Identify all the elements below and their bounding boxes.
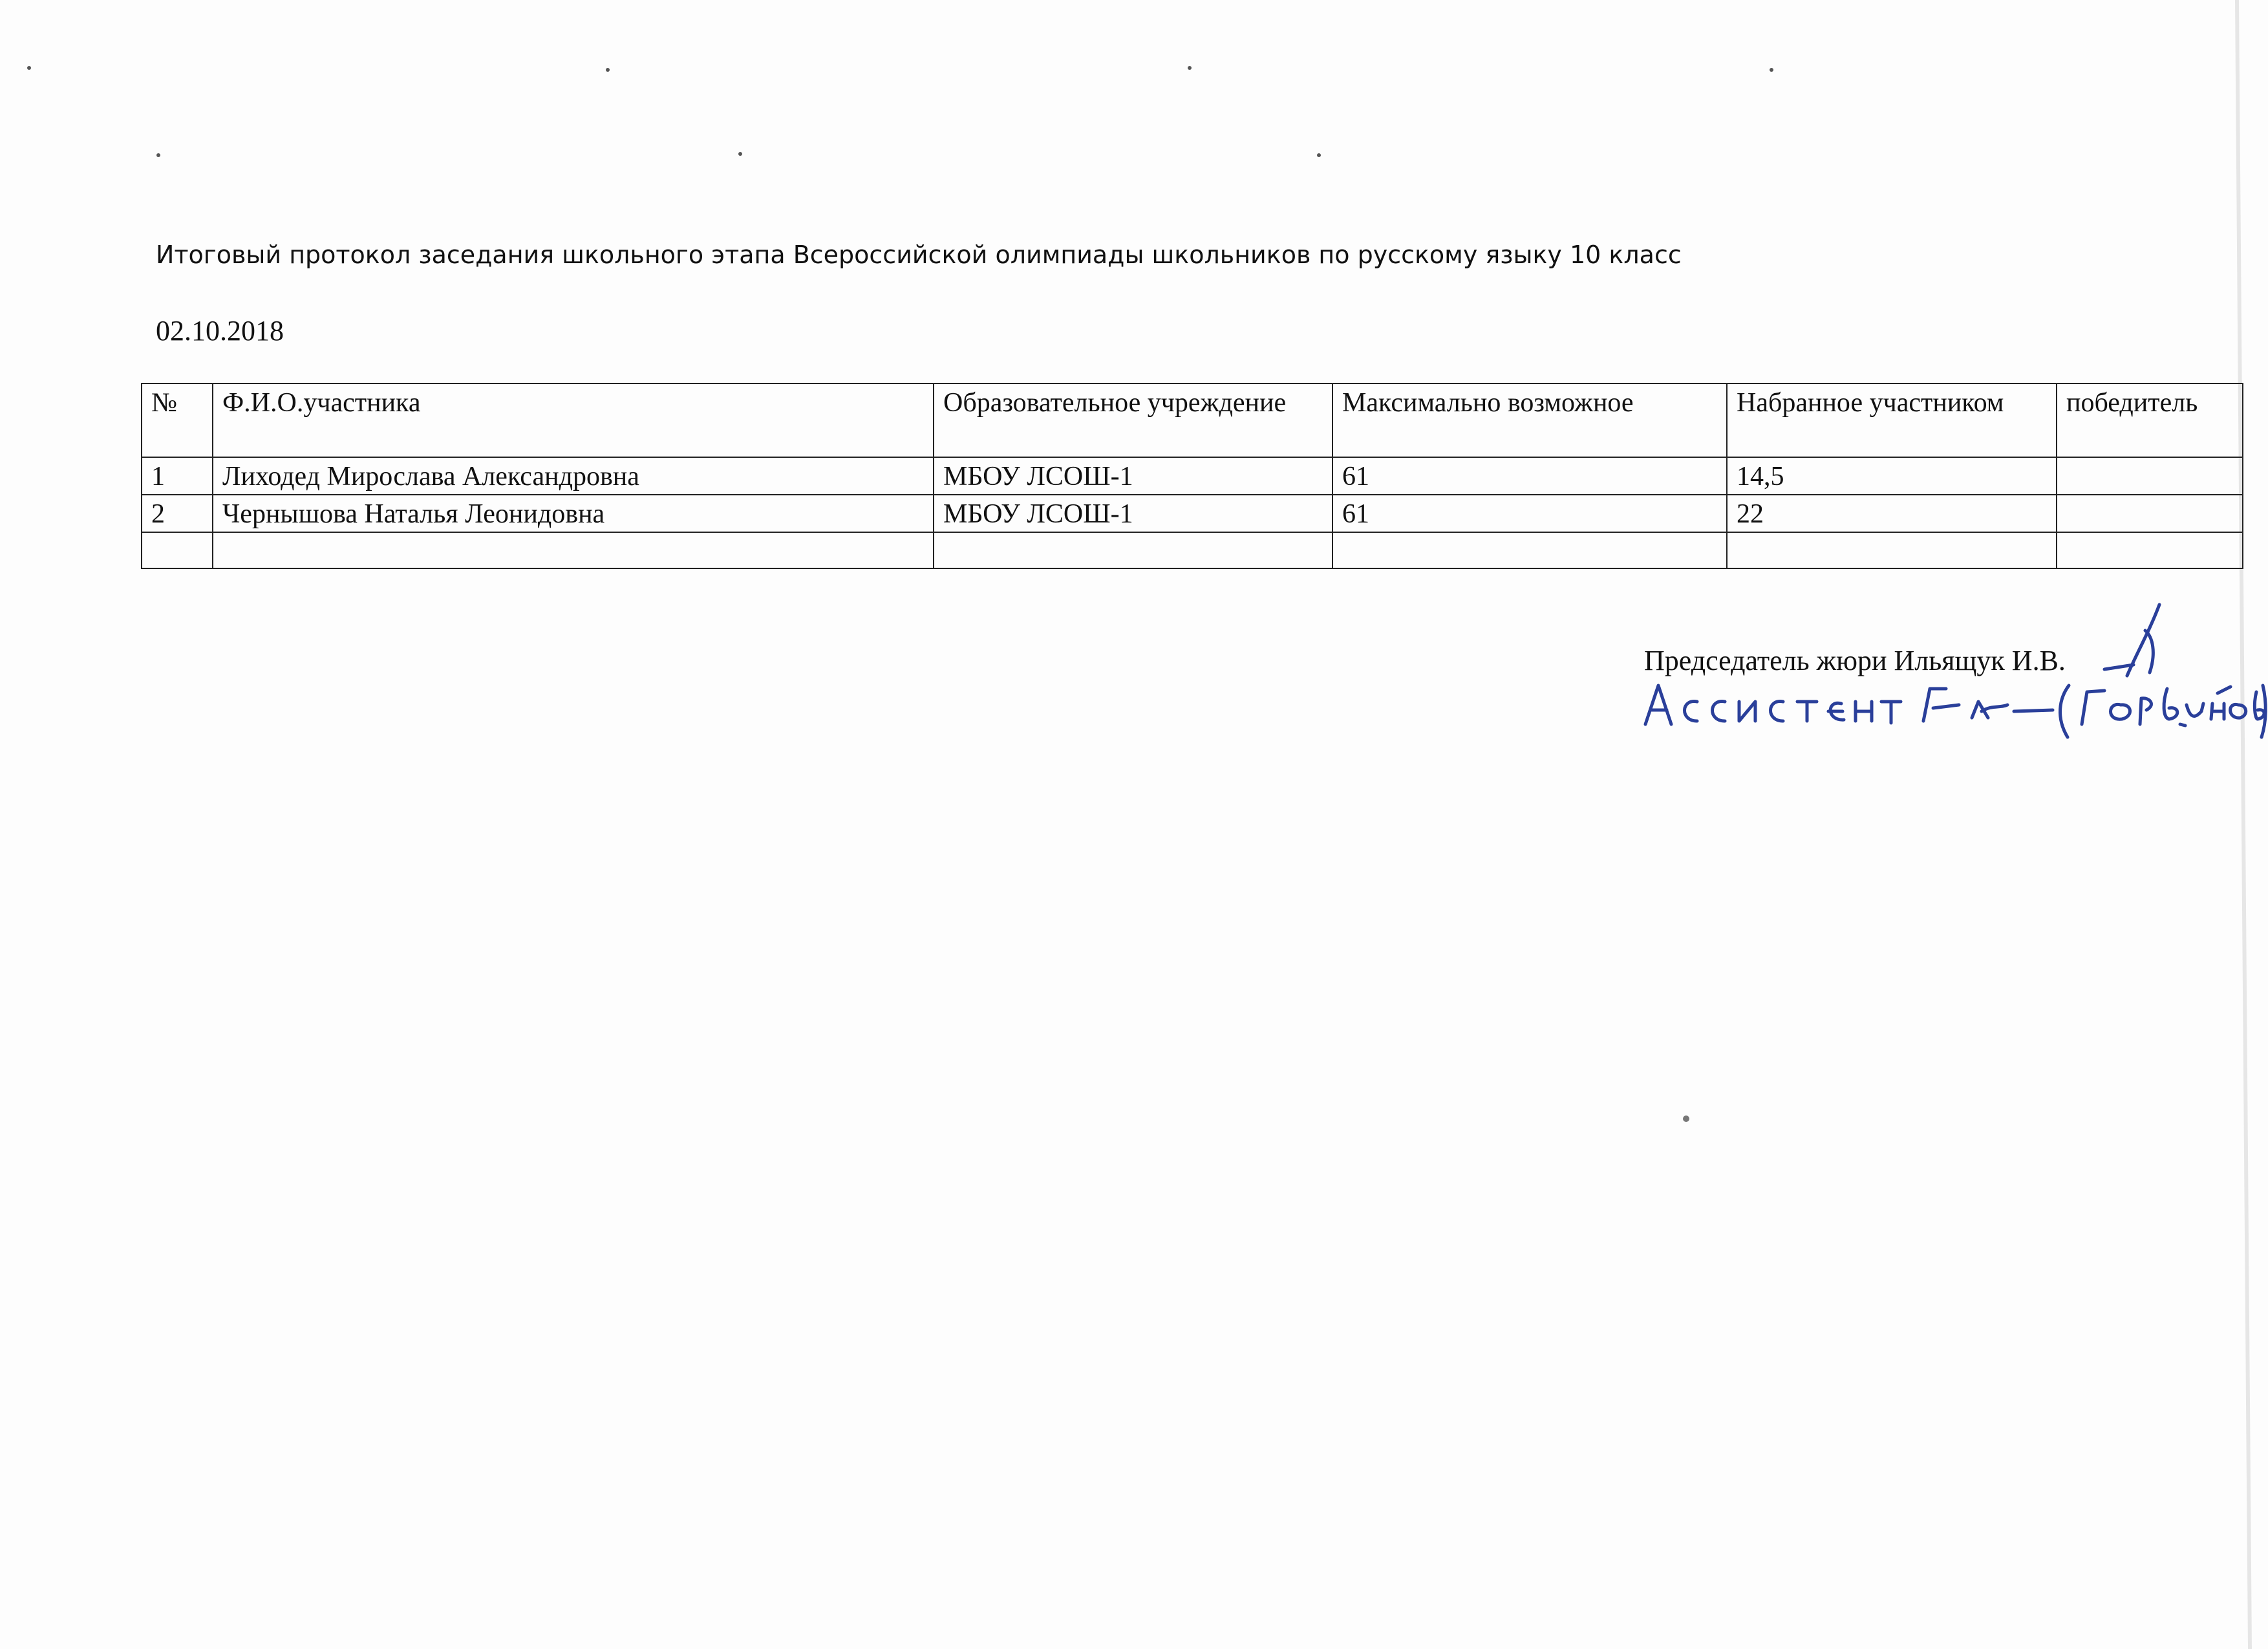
chairman-line: Председатель жюри Ильящук И.В.: [1644, 645, 2066, 676]
header-max-score: Максимально возможное: [1332, 383, 1727, 457]
header-winner: победитель: [2057, 383, 2243, 457]
cell-max-score: 61: [1332, 457, 1727, 495]
cell-institution: [934, 532, 1332, 568]
chairman-signature: [2104, 605, 2159, 676]
table-header-row: [142, 383, 2243, 457]
header-number: №: [142, 383, 213, 457]
cell-name: Лиходед Мирослава Александровна: [213, 457, 934, 495]
cell-winner: [2057, 532, 2243, 568]
cell-score: [1727, 532, 2057, 568]
header-score: Набранное участником: [1727, 383, 2057, 457]
cell-score: 14,5: [1727, 457, 2057, 495]
results-table: [141, 383, 2243, 569]
cell-number: 1: [142, 457, 213, 495]
cell-score: 22: [1727, 495, 2057, 532]
cell-max-score: [1332, 532, 1727, 568]
cell-number: 2: [142, 495, 213, 532]
header-name: Ф.И.О.участника: [213, 383, 934, 457]
document-date: 02.10.2018: [156, 315, 284, 347]
table-row: [142, 532, 2243, 568]
cell-winner: [2057, 495, 2243, 532]
cell-name: [213, 532, 934, 568]
document-title: Итоговый протокол заседания школьного этапа Всероссийской олимпиады школьников по русскому языку 10 класс: [156, 241, 1682, 269]
assistant-signature: [1645, 685, 2265, 737]
cell-winner: [2057, 457, 2243, 495]
cell-max-score: 61: [1332, 495, 1727, 532]
table-row: [142, 495, 2243, 532]
cell-name: Чернышова Наталья Леонидовна: [213, 495, 934, 532]
header-institution: Образовательное учреждение: [934, 383, 1332, 457]
table-row: [142, 457, 2243, 495]
cell-number: [142, 532, 213, 568]
cell-institution: МБОУ ЛСОШ-1: [934, 495, 1332, 532]
cell-institution: МБОУ ЛСОШ-1: [934, 457, 1332, 495]
